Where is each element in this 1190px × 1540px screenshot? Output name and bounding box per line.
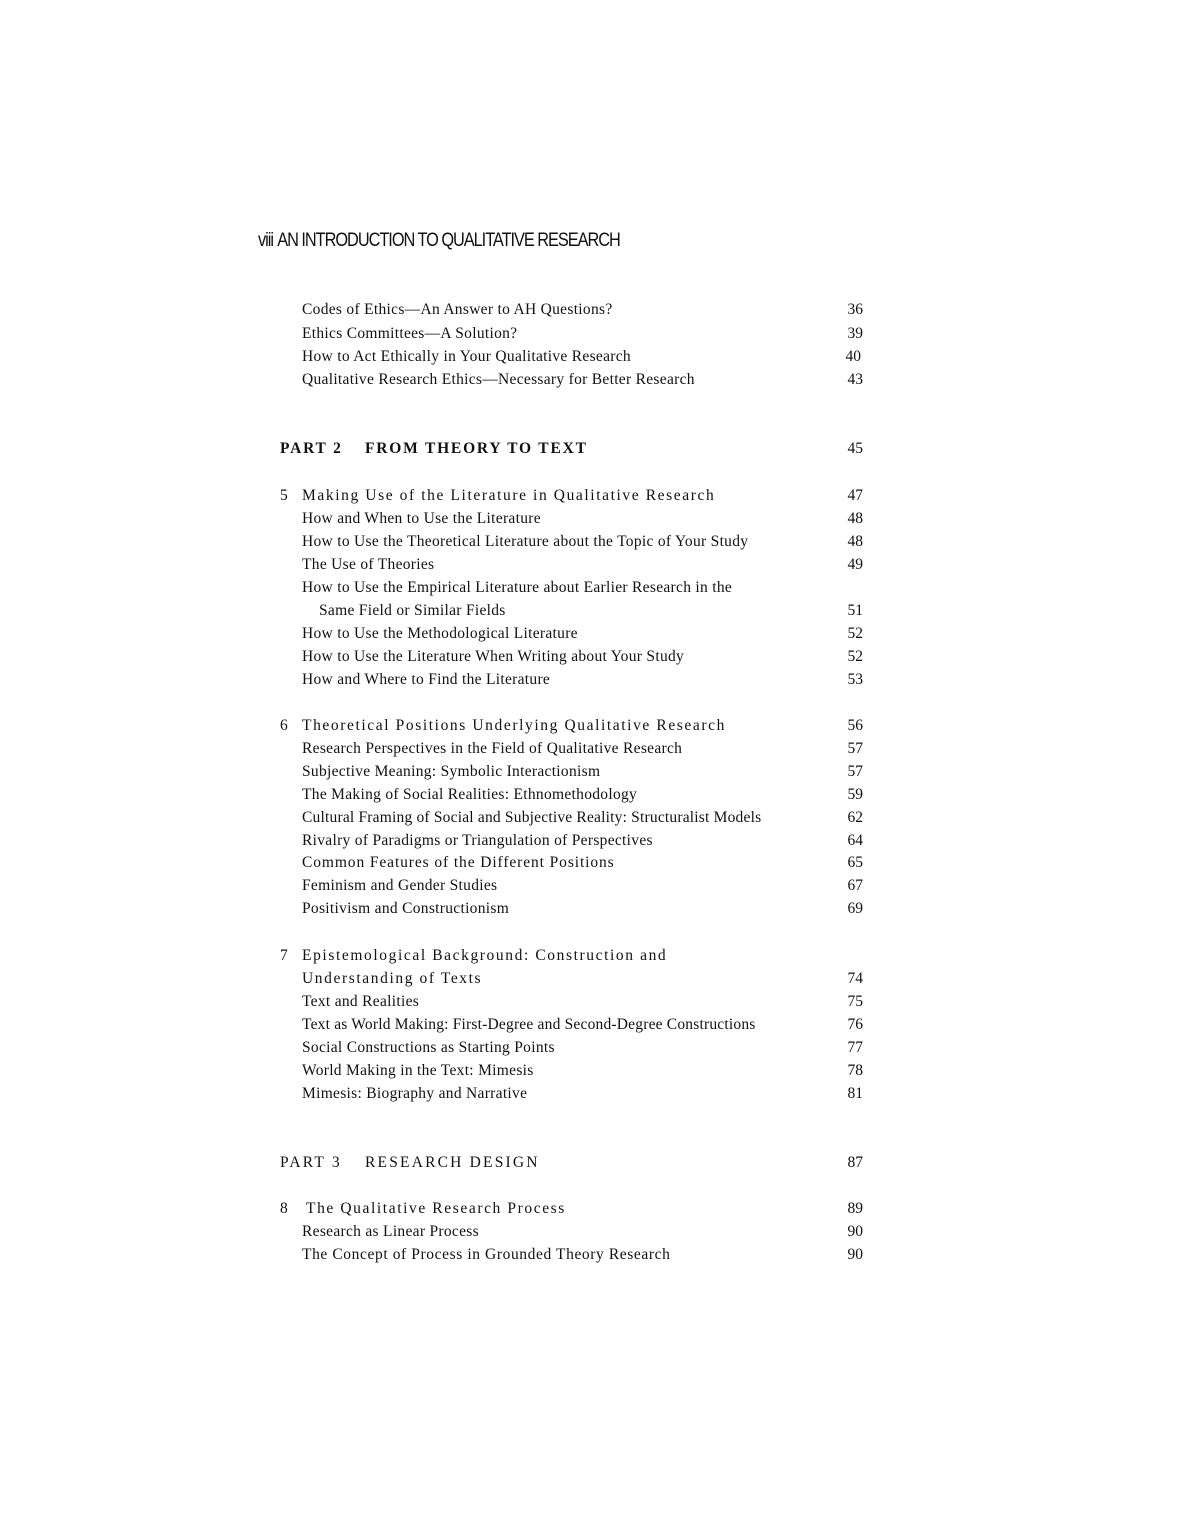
toc-entry-page: 36 (847, 301, 863, 318)
toc-entry-page: 52 (847, 625, 863, 642)
toc-entry (0, 1059, 1190, 1082)
toc-entry-page: 57 (847, 763, 863, 780)
toc-entry-page: 90 (847, 1246, 863, 1263)
toc-entry-title: Text as World Making: First-Degree and Second-Degree Constructions (302, 1016, 756, 1033)
toc-entry-page: 65 (847, 854, 863, 871)
toc-entry-page: 52 (847, 648, 863, 665)
toc-entry (0, 368, 1190, 391)
toc-entry-title: The Making of Social Realities: Ethnomethodology (302, 786, 638, 803)
toc-entry-page: 39 (847, 325, 863, 342)
toc-entry-title: World Making in the Text: Mimesis (302, 1062, 534, 1079)
toc-entry-page: 49 (847, 556, 863, 573)
toc-entry-title: Research as Linear Process (302, 1223, 479, 1240)
toc-entry (0, 1013, 1190, 1036)
toc-entry (0, 530, 1190, 553)
chapter-title: Epistemological Background: Construction and (302, 947, 668, 964)
toc-entry-title: How to Act Ethically in Your Qualitative Research (302, 348, 631, 365)
toc-entry-title: Codes of Ethics—An Answer to AH Questions? (302, 301, 613, 318)
toc-entry-page: 48 (847, 510, 863, 527)
toc-entry (0, 668, 1190, 691)
toc-entry-page: 51 (847, 602, 863, 619)
toc-entry (0, 298, 1190, 321)
chapter-title-continued: Understanding of Texts (302, 970, 483, 987)
toc-entry-page: 59 (847, 786, 863, 803)
chapter-heading (0, 944, 1190, 967)
toc-entry-page: 43 (847, 371, 863, 388)
toc-entry-title: Research Perspectives in the Field of Qualitative Research (302, 740, 683, 757)
toc-entry-page: 57 (847, 740, 863, 757)
toc-entry-title: The Concept of Process in Grounded Theory Research (302, 1246, 671, 1263)
chapter-heading (0, 484, 1190, 507)
part-title: RESEARCH DESIGN (365, 1154, 540, 1171)
toc-entry (0, 783, 1190, 806)
chapter-page: 56 (847, 717, 863, 734)
toc-entry-title: Rivalry of Paradigms or Triangulation of Perspectives (302, 832, 653, 849)
toc-entry (0, 874, 1190, 897)
part-label: PART 2 (280, 440, 343, 457)
book-title: AN INTRODUCTION TO QUALITATIVE RESEARCH (277, 230, 620, 251)
chapter-number: 7 (280, 947, 290, 964)
toc-entry-continued (0, 599, 1190, 622)
toc-entry (0, 1036, 1190, 1059)
chapter-title: Making Use of the Literature in Qualitative Research (302, 487, 716, 504)
toc-entry-title: Social Constructions as Starting Points (302, 1039, 555, 1056)
toc-entry (0, 322, 1190, 345)
toc-entry (0, 829, 1190, 852)
chapter-heading (0, 714, 1190, 737)
chapter-title: The Qualitative Research Process (306, 1200, 566, 1217)
toc-entry-title: How to Use the Theoretical Literature about the Topic of Your Study (302, 533, 749, 550)
toc-entry (0, 851, 1190, 874)
chapter-title: Theoretical Positions Underlying Qualitative Research (302, 717, 726, 734)
chapter-page: 89 (847, 1200, 863, 1217)
toc-entry-page: 76 (847, 1016, 863, 1033)
toc-entry (0, 1082, 1190, 1105)
part-page: 87 (847, 1154, 863, 1171)
toc-entry-page: 69 (847, 900, 863, 917)
toc-entry-title: How and Where to Find the Literature (302, 671, 551, 688)
toc-entry (0, 760, 1190, 783)
chapter-number: 8 (280, 1200, 290, 1217)
chapter-number: 6 (280, 717, 290, 734)
chapter-heading-continued (0, 967, 1190, 990)
toc-entry-title: Qualitative Research Ethics—Necessary for Better Research (302, 371, 695, 388)
toc-entry (0, 1243, 1190, 1266)
toc-entry-title: How to Use the Literature When Writing about Your Study (302, 648, 685, 665)
toc-entry (0, 897, 1190, 920)
toc-entry (0, 806, 1190, 829)
part-heading (0, 1151, 1190, 1174)
toc-entry (0, 622, 1190, 645)
toc-entry (0, 576, 1190, 599)
part-title: FROM THEORY TO TEXT (365, 440, 588, 457)
toc-entry-title: Same Field or Similar Fields (319, 602, 506, 619)
page-folio: viii (258, 230, 273, 251)
toc-entry-title: How and When to Use the Literature (302, 510, 541, 527)
toc-entry-title: Ethics Committees—A Solution? (302, 325, 518, 342)
toc-entry (0, 553, 1190, 576)
toc-entry-page: 67 (847, 877, 863, 894)
part-page: 45 (847, 440, 863, 457)
toc-entry (0, 737, 1190, 760)
toc-entry-page: 78 (847, 1062, 863, 1079)
toc-entry-page: 75 (847, 993, 863, 1010)
toc-entry-title: Subjective Meaning: Symbolic Interactionism (302, 763, 601, 780)
toc-entry (0, 345, 1190, 368)
toc-entry (0, 990, 1190, 1013)
part-label: PART 3 (280, 1154, 342, 1171)
toc-entry-title: Common Features of the Different Positions (302, 854, 615, 871)
toc-entry-title: How to Use the Empirical Literature about Earlier Research in the (302, 579, 733, 596)
toc-entry-page: 77 (847, 1039, 863, 1056)
toc-entry-title: Cultural Framing of Social and Subjective Reality: Structuralist Models (302, 809, 762, 826)
toc-entry (0, 645, 1190, 668)
chapter-page: 74 (847, 970, 863, 987)
toc-entry-page: 40 (845, 348, 861, 365)
chapter-number: 5 (280, 487, 290, 504)
chapter-heading (0, 1197, 1190, 1220)
toc-entry-page: 64 (847, 832, 863, 849)
toc-entry-title: Positivism and Constructionism (302, 900, 510, 917)
toc-entry-page: 48 (847, 533, 863, 550)
toc-entry-title: Text and Realities (302, 993, 420, 1010)
running-head (258, 230, 620, 252)
toc-entry (0, 1220, 1190, 1243)
toc-entry-page: 62 (847, 809, 863, 826)
toc-entry-title: How to Use the Methodological Literature (302, 625, 578, 642)
toc-entry-page: 90 (847, 1223, 863, 1240)
chapter-page: 47 (847, 487, 863, 504)
part-heading (0, 437, 1190, 460)
toc-entry (0, 507, 1190, 530)
toc-entry-title: The Use of Theories (302, 556, 435, 573)
toc-entry-title: Mimesis: Biography and Narrative (302, 1085, 528, 1102)
toc-entry-page: 53 (847, 671, 863, 688)
toc-entry-page: 81 (847, 1085, 863, 1102)
toc-entry-title: Feminism and Gender Studies (302, 877, 498, 894)
